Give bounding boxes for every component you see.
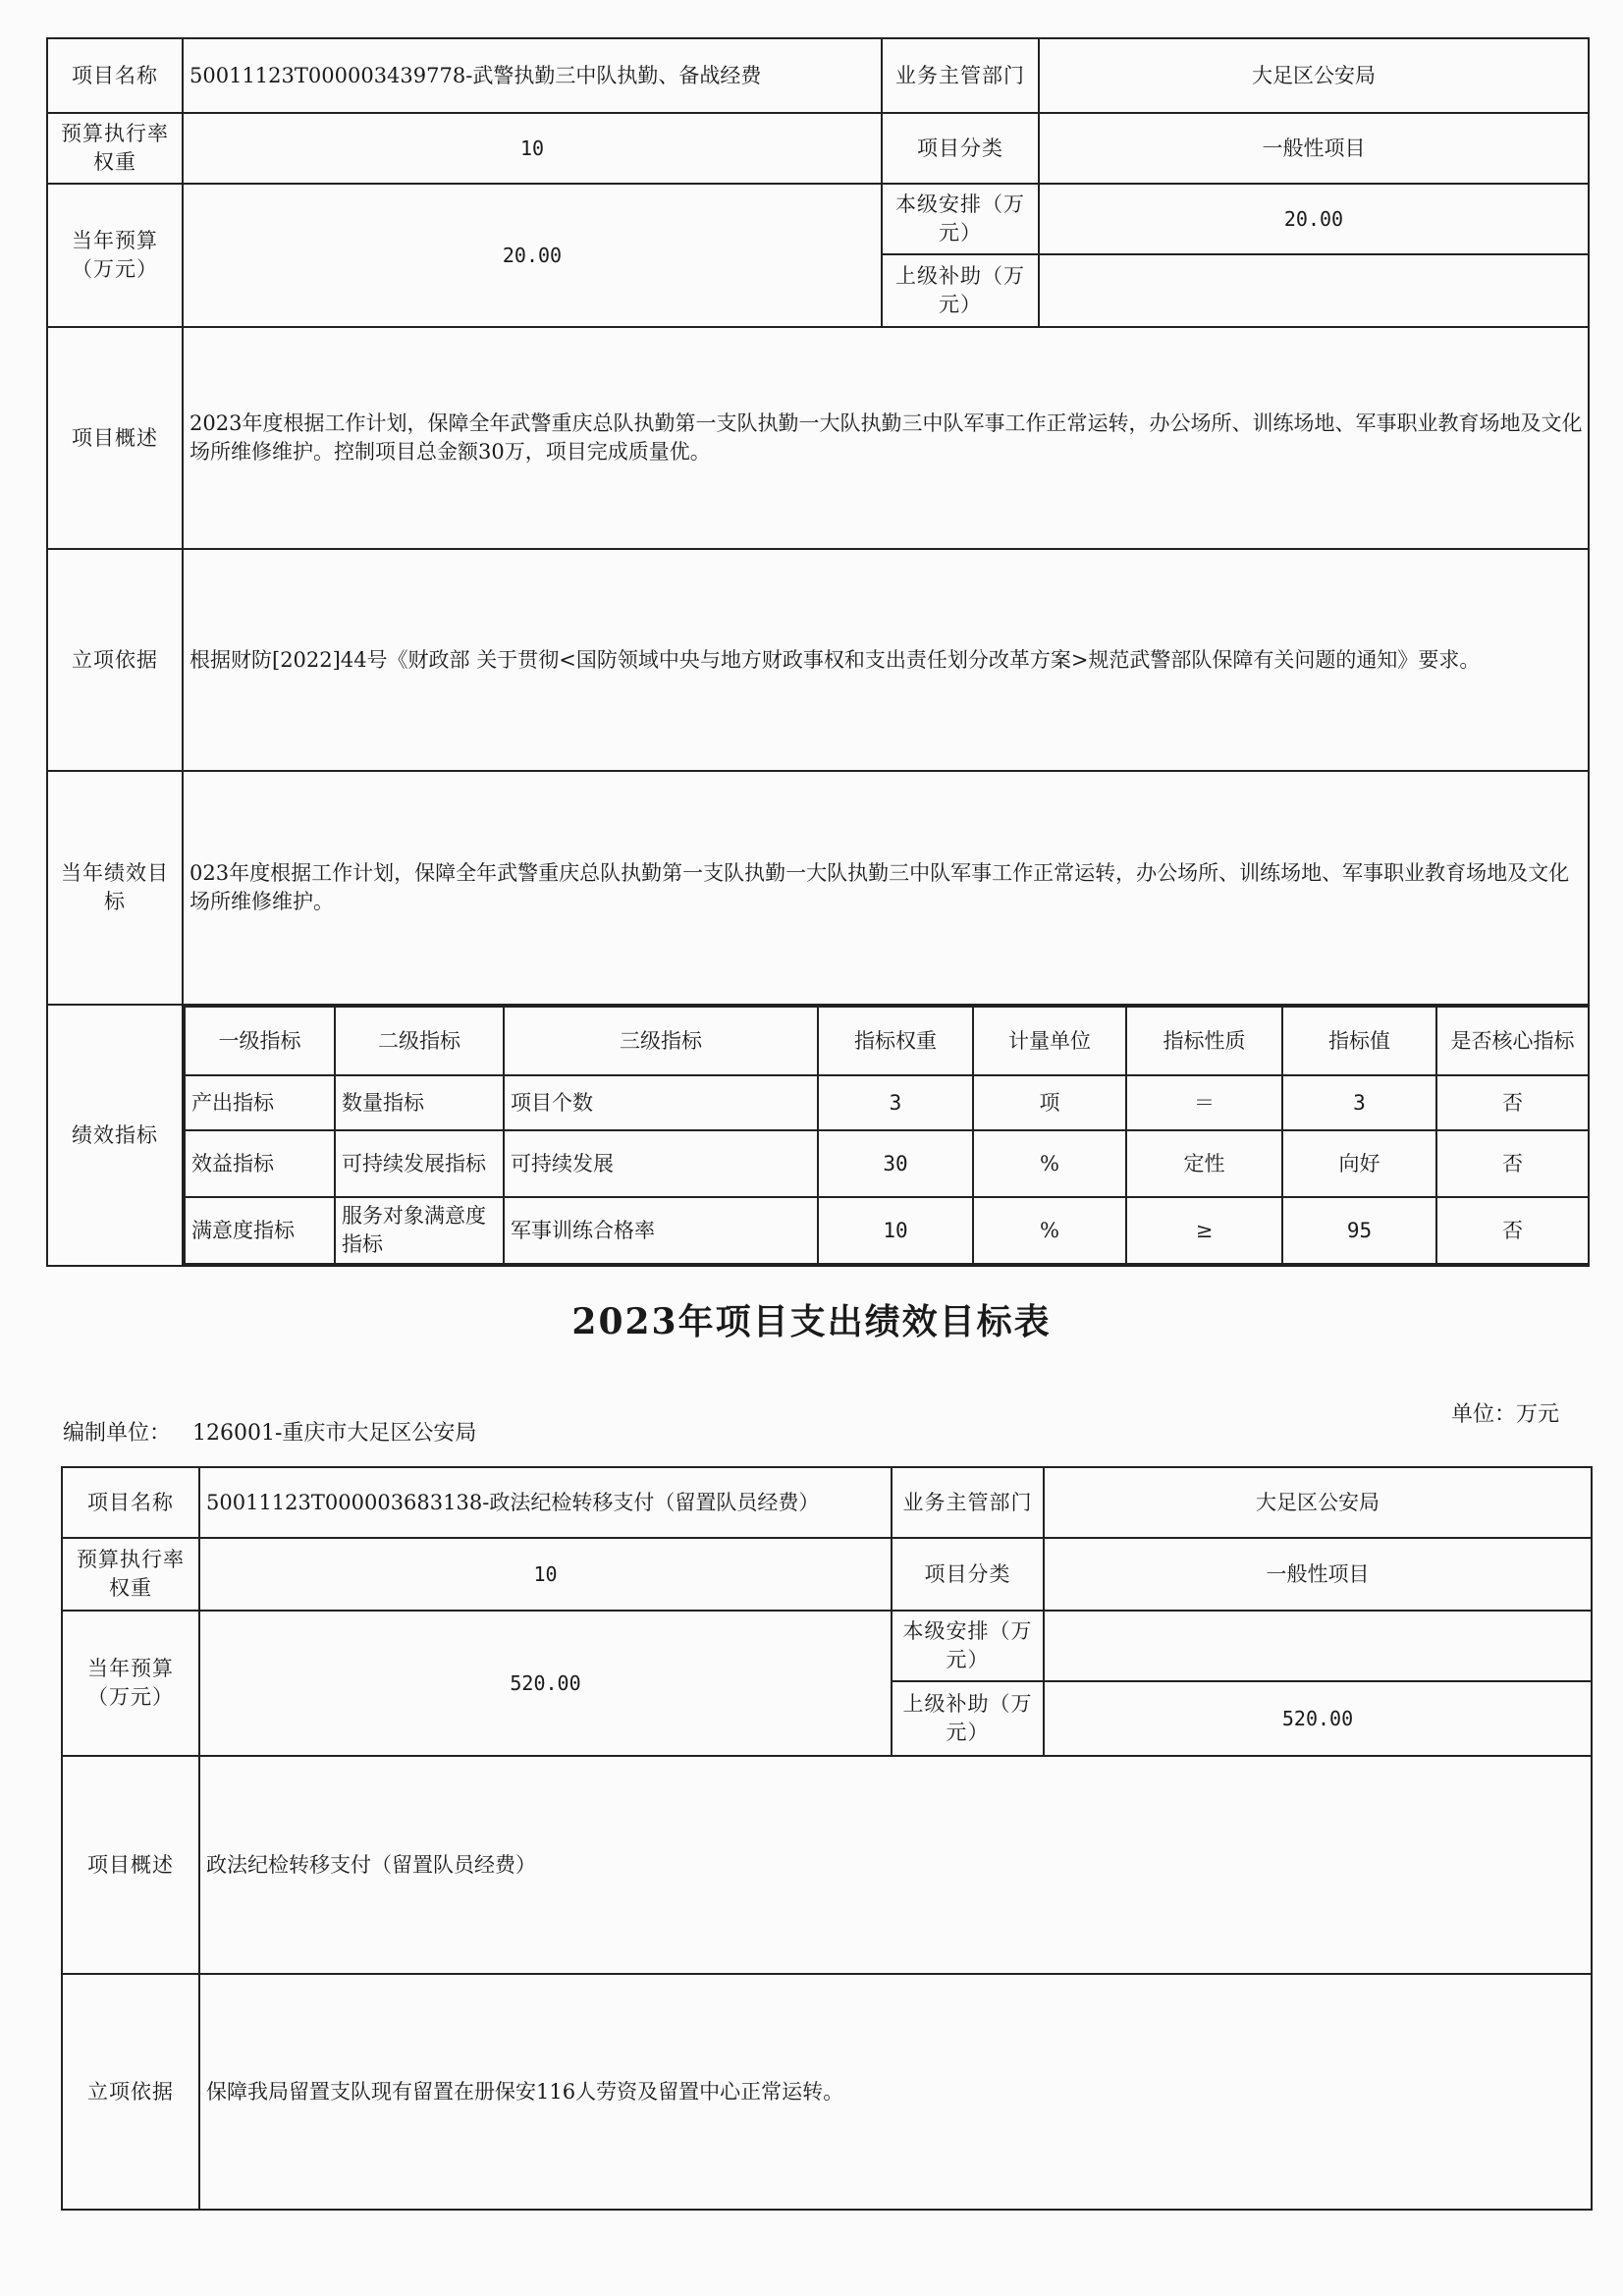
weight-label: 预算执行率权重 [47, 113, 183, 184]
upper-subsidy-value: 520.00 [1044, 1681, 1592, 1756]
upper-subsidy-value [1039, 254, 1589, 327]
indicator-header: 是否核心指标 [1436, 1007, 1589, 1075]
page-title: 2023年项目支出绩效目标表 [571, 1301, 1052, 1342]
indicator-nature: ≥ [1126, 1197, 1282, 1264]
local-funding-label: 本级安排（万元） [882, 184, 1039, 254]
indicator-weight: 30 [818, 1130, 973, 1197]
dept-label: 业务主管部门 [892, 1467, 1044, 1538]
compiler-line [63, 1416, 498, 1447]
overview-text: 政法纪检转移支付（留置队员经费） [199, 1756, 1592, 1974]
dept-value: 大足区公安局 [1044, 1467, 1592, 1538]
indicator-unit: 项 [973, 1075, 1126, 1130]
project-name-value: 50011123T000003683138-政法纪检转移支付（留置队员经费） [199, 1467, 892, 1538]
indicator-unit: % [973, 1130, 1126, 1197]
indicator-level2: 可持续发展指标 [335, 1130, 504, 1197]
overview-label: 项目概述 [62, 1756, 199, 1974]
category-value: 一般性项目 [1044, 1538, 1592, 1611]
budget-value: 20.00 [183, 184, 882, 327]
indicator-value: 3 [1282, 1075, 1436, 1130]
category-label: 项目分类 [892, 1538, 1044, 1611]
category-value: 一般性项目 [1039, 113, 1589, 184]
project-name-label: 项目名称 [62, 1467, 199, 1538]
compiler-label: 编制单位： [63, 1421, 172, 1446]
indicator-nature: 定性 [1126, 1130, 1282, 1197]
weight-label: 预算执行率权重 [62, 1538, 199, 1611]
indicator-level2: 服务对象满意度指标 [335, 1197, 504, 1264]
indicator-weight: 10 [818, 1197, 973, 1264]
budget-label: 当年预算（万元） [62, 1611, 199, 1756]
upper-subsidy-label: 上级补助（万元） [882, 254, 1039, 327]
indicator-weight: 3 [818, 1075, 973, 1130]
overview-label: 项目概述 [47, 327, 183, 549]
local-funding-label: 本级安排（万元） [892, 1611, 1044, 1681]
indicator-header: 指标性质 [1126, 1007, 1282, 1075]
indicator-core: 否 [1436, 1197, 1589, 1264]
indicators-label: 绩效指标 [47, 1005, 183, 1266]
dept-label: 业务主管部门 [882, 38, 1039, 113]
indicator-core: 否 [1436, 1075, 1589, 1130]
project-name-value: 50011123T000003439778-武警执勤三中队执勤、备战经费 [183, 38, 882, 113]
basis-text: 根据财防[2022]44号《财政部 关于贯彻<国防领域中央与地方财政事权和支出责任划分改革方案>规范武警部队保障有关问题的通知》要求。 [183, 549, 1589, 771]
overview-text: 2023年度根据工作计划，保障全年武警重庆总队执勤第一支队执勤一大队执勤三中队军事工作正常运转，办公场所、训练场地、军事职业教育场地及文化场所维修维护。控制项目总金额30万，项目完成质量优。 [183, 327, 1589, 549]
basis-label: 立项依据 [47, 549, 183, 771]
table-row [185, 1197, 1589, 1264]
indicator-header: 计量单位 [973, 1007, 1126, 1075]
project-name-label: 项目名称 [47, 38, 183, 113]
indicator-header: 一级指标 [185, 1007, 335, 1075]
indicator-header: 三级指标 [504, 1007, 818, 1075]
indicator-level1: 满意度指标 [185, 1197, 335, 1264]
table-row [185, 1075, 1589, 1130]
indicators-table [184, 1006, 1589, 1265]
weight-value: 10 [183, 113, 882, 184]
basis-label: 立项依据 [62, 1974, 199, 2210]
unit-note: 单位：万元 [1451, 1402, 1560, 1427]
indicator-level3: 项目个数 [504, 1075, 818, 1130]
goal-text: 023年度根据工作计划，保障全年武警重庆总队执勤第一支队执勤一大队执勤三中队军事工作正常运转，办公场所、训练场地、军事职业教育场地及文化场所维修维护。 [183, 771, 1589, 1005]
dept-value: 大足区公安局 [1039, 38, 1589, 113]
indicator-header: 二级指标 [335, 1007, 504, 1075]
indicator-core: 否 [1436, 1130, 1589, 1197]
goal-label: 当年绩效目标 [47, 771, 183, 1005]
upper-subsidy-label: 上级补助（万元） [892, 1681, 1044, 1756]
project-table-1 [46, 37, 1590, 1267]
indicator-header: 指标权重 [818, 1007, 973, 1075]
budget-label: 当年预算（万元） [47, 184, 183, 327]
indicator-unit: % [973, 1197, 1126, 1264]
table-row [185, 1130, 1589, 1197]
local-funding-value: 20.00 [1039, 184, 1589, 254]
basis-text: 保障我局留置支队现有留置在册保安116人劳资及留置中心正常运转。 [199, 1974, 1592, 2210]
indicator-nature: ＝ [1126, 1075, 1282, 1130]
compiler-value: 126001-重庆市大足区公安局 [192, 1421, 477, 1446]
indicator-header: 指标值 [1282, 1007, 1436, 1075]
indicator-level2: 数量指标 [335, 1075, 504, 1130]
category-label: 项目分类 [882, 113, 1039, 184]
weight-value: 10 [199, 1538, 892, 1611]
indicator-level1: 产出指标 [185, 1075, 335, 1130]
local-funding-value [1044, 1611, 1592, 1681]
project-table-2 [61, 1466, 1593, 2211]
indicator-level3: 可持续发展 [504, 1130, 818, 1197]
indicator-level1: 效益指标 [185, 1130, 335, 1197]
indicator-value: 向好 [1282, 1130, 1436, 1197]
indicator-value: 95 [1282, 1197, 1436, 1264]
budget-value: 520.00 [199, 1611, 892, 1756]
indicator-level3: 军事训练合格率 [504, 1197, 818, 1264]
